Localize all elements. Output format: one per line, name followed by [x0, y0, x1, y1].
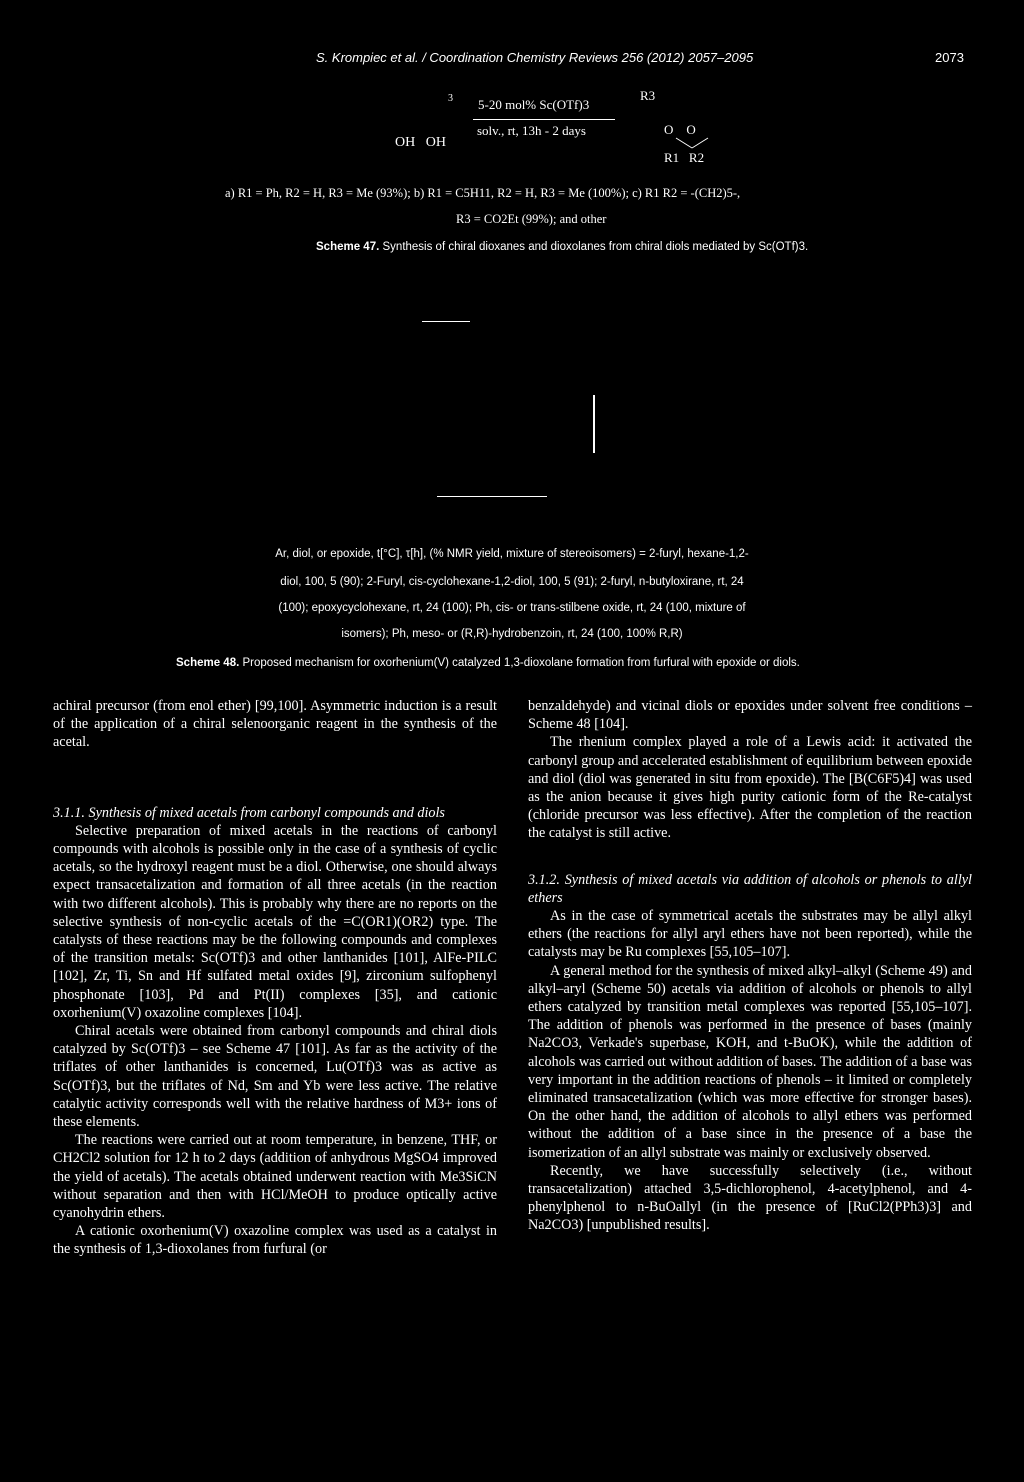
scheme47-caption: [316, 241, 808, 253]
product-r3-label: R3: [640, 88, 656, 103]
section-heading-3-1-2: 3.1.2. Synthesis of mixed acetals via addition of alcohols or phenols to allyl ethers: [528, 871, 972, 906]
product-r-labels: R1 R2: [664, 150, 705, 165]
left-paragraph-4: The reactions were carried out at room temperature, in benzene, THF, or CH2Cl2 solution for 12 h to 2 days (addition of anhydrous MgSO4 improved the yield of acetals). The acetals obtained underwent reaction with Me3SiCN without separation and then with HCl/MeOH to produce optically active cyanohydrin ethers.: [53, 1132, 497, 1222]
running-header-citation: S. Krompiec et al. / Coordination Chemistry Reviews 256 (2012) 2057–2095: [316, 50, 754, 65]
reactant-diol-label: OH OH: [395, 135, 446, 150]
section-heading-3-1-1: 3.1.1. Synthesis of mixed acetals from carbonyl compounds and diols: [53, 804, 445, 821]
scheme47-substituents-line2: R3 = CO2Et (99%); and other: [456, 212, 607, 226]
left-text-column: [53, 697, 497, 1259]
left-paragraph-1: achiral precursor (from enol ether) [99,100]. Asymmetric induction is a result of the application of a chiral selenoorganic reagent in the synthesis of the acetal.: [53, 698, 497, 751]
dioxolane-ring-structure: [670, 134, 716, 152]
reaction-conditions-solvent: solv., rt, 13h - 2 days: [477, 123, 586, 138]
right-paragraph-2: The rhenium complex played a role of a Lewis acid: it activated the carbonyl group and accelerated establishment of equilibrium between epoxide and diol (diol was generated in situ from epoxide). The [B(C6F5)4] was used as the anion because it gives high purity cationic form of the Re-catalyst (chloride precursor was less effective). After the completion of the reaction the catalyst is still active.: [528, 734, 972, 842]
right-paragraph-4: A general method for the synthesis of mixed alkyl–alkyl (Scheme 49) and alkyl–aryl (Scheme 50) acetals via addition of alcohols or phenols to allyl ethers catalyzed by transition metal complexes was reported [55,105–107]. The addition of phenols was performed in the presence of bases (mainly Na2CO3, Verkade's superbase, KOH, and t-BuOK), while the addition of alcohols was carried out without addition of bases. The addition of a base was very important in the addition reactions of phenols – it limited or completely eliminated transacetalization (which was more effective for stronger bases). On the other hand, the addition of alcohols to allyl ethers was performed without the addition of a base since in the presence of a base the isomerization of an allyl substrate was mainly or exclusively observed.: [528, 962, 972, 1161]
product-oxygen-labels: O O: [664, 122, 696, 137]
scheme48-conditions-line3: (100); epoxycyclohexane, rt, 24 (100); Ph, cis- or trans-stilbene oxide, rt, 24 (100, mixture of: [278, 602, 746, 614]
scheme47-caption-text: Synthesis of chiral dioxanes and dioxolanes from chiral diols mediated by Sc(OTf)3.: [382, 241, 809, 253]
right-paragraph-1: benzaldehyde) and vicinal diols or epoxides under solvent free conditions – Scheme 48 [104].: [528, 698, 972, 733]
scheme48-conditions-line4: isomers); Ph, meso- or (R,R)-hydrobenzoin, rt, 24 (100, 100% R,R): [341, 628, 683, 640]
reaction-conditions-catalyst: 5-20 mol% Sc(OTf)3: [478, 97, 590, 112]
scheme47-caption-label: Scheme 47.: [316, 241, 380, 253]
mechanism-vertical-bond: [593, 395, 595, 453]
scheme48-caption-label: Scheme 48.: [176, 657, 240, 669]
page-number: 2073: [935, 50, 964, 65]
left-paragraph-3: Chiral acetals were obtained from carbonyl compounds and chiral diols catalyzed by Sc(OTf)3 – see Scheme 47 [101]. As far as the activity of the triflates of other lanthanides is concerned, Lu(OTf)3 was as active as Sc(OTf)3, but the triflates of Nd, Sm and Yb were less active. The relative catalytic activity corresponds well with the relative hardness of M3+ ions of these elements.: [53, 1023, 497, 1131]
mechanism-bond-line: [422, 321, 470, 322]
scheme48-conditions-line1: Ar, diol, or epoxide, t[°C], τ[h], (% NMR yield, mixture of stereoisomers) = 2-furyl, hexane-1,2-: [275, 548, 749, 560]
right-paragraph-3: As in the case of symmetrical acetals the substrates may be allyl alkyl ethers (the reactions for allyl aryl ethers have not been reported), while the catalysts may be Ru complexes [55,105–107].: [528, 908, 972, 961]
reactant-fragment: 3: [448, 93, 453, 104]
reaction-arrow: [473, 119, 615, 120]
scheme47-substituents-line1: a) R1 = Ph, R2 = H, R3 = Me (93%); b) R1 = C5H11, R2 = H, R3 = Me (100%); c) R1 R2 = -(CH2)5-,: [225, 186, 741, 200]
scheme48-caption-text: Proposed mechanism for oxorhenium(V) catalyzed 1,3-dioxolane formation from furfural with epoxide or diols.: [242, 657, 800, 669]
mechanism-bond-line-lower: [437, 496, 547, 497]
left-paragraph-2: Selective preparation of mixed acetals in the reactions of carbonyl compounds with alcohols is possible only in the case of a synthesis of cyclic acetals, so the hydroxyl reagent must be a diol. Otherwise, one should always expect transacetalization and formation of all three acetals (in the reaction with two different alcohols). This is probably why there are no reports on the selective synthesis of non-cyclic acetals of the =C(OR1)(OR2) type. The catalysts of these reactions may be the following compounds and complexes of the transition metals: Sc(OTf)3 and other lanthanides [101], AlFe-PILC [102], Zr, Ti, Sn and Hf sulfated metal oxides [9], zirconium sulfophenyl phosphonate [103], Pd and Pt(II) complexes [35], and cationic oxorhenium(V) oxazoline complexes [104].: [53, 822, 497, 1021]
right-text-column: [528, 697, 972, 1235]
scheme48-conditions-line2: diol, 100, 5 (90); 2-Furyl, cis-cyclohexane-1,2-diol, 100, 5 (91); 2-furyl, n-butyloxirane, rt, 24: [280, 576, 744, 588]
right-paragraph-5: Recently, we have successfully selectively (i.e., without transacetalization) attached 3,5-dichlorophenol, 4-acetylphenol, and 4-phenylphenol to n-BuOallyl (in the presence of [RuCl2(PPh3)3] and Na2CO3) [unpublished results].: [528, 1162, 972, 1234]
scheme48-caption: [176, 657, 800, 669]
left-paragraph-5: A cationic oxorhenium(V) oxazoline complex was used as a catalyst in the synthesis of 1,3-dioxolanes from furfural (or: [53, 1223, 497, 1258]
